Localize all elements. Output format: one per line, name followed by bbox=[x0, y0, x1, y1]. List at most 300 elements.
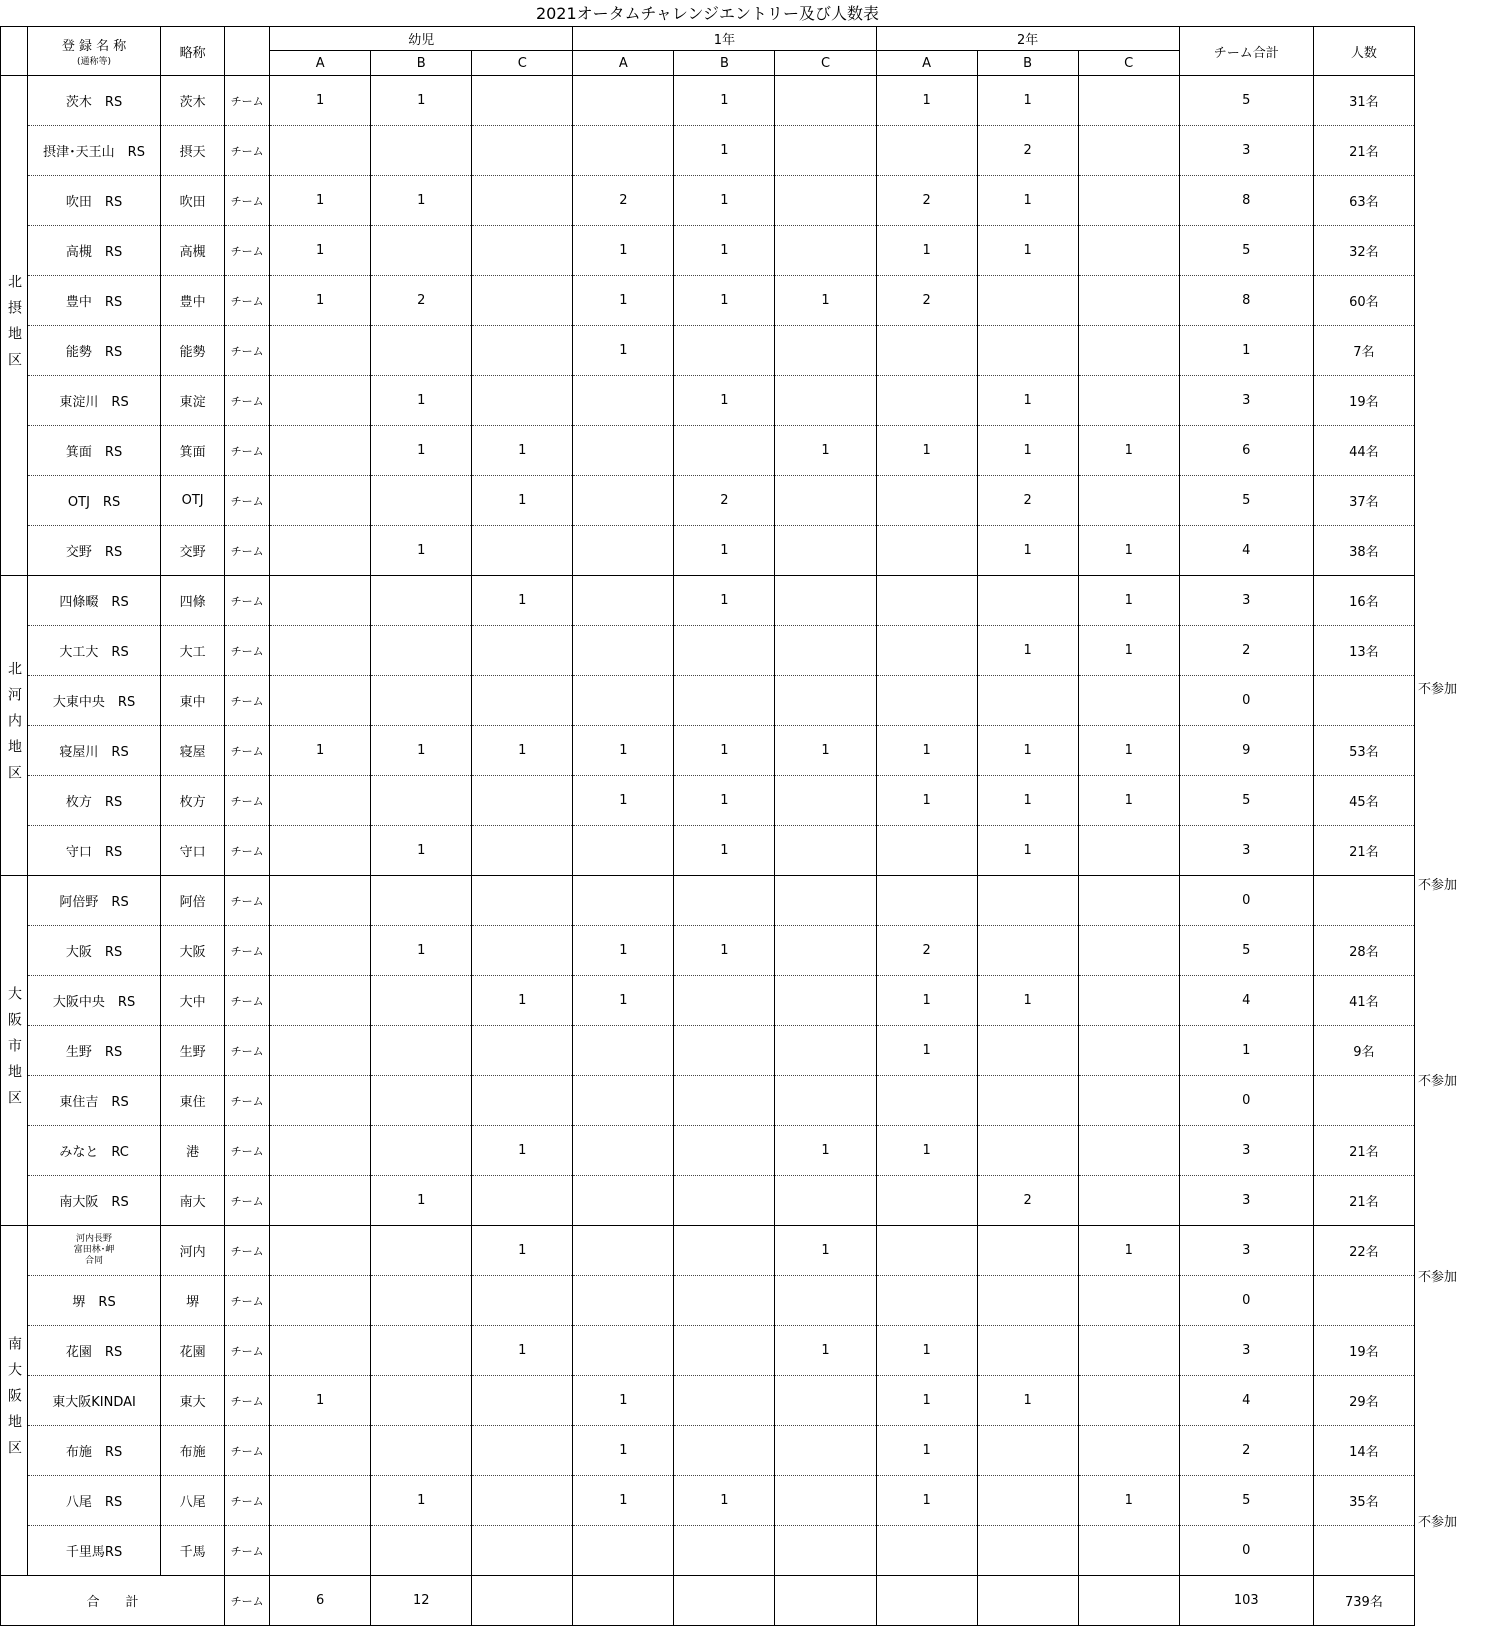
team-count-cell bbox=[876, 1526, 977, 1576]
team-count-cell bbox=[371, 326, 472, 376]
team-count-cell bbox=[472, 526, 573, 576]
team-count-cell bbox=[674, 626, 775, 676]
club-name: 布施 RS bbox=[28, 1426, 161, 1476]
club-abbr: 東淀 bbox=[161, 376, 225, 426]
team-total-cell: 3 bbox=[1179, 1226, 1313, 1276]
team-total-cell: 4 bbox=[1179, 1376, 1313, 1426]
unit-label: チーム bbox=[225, 126, 270, 176]
team-count-cell bbox=[977, 1526, 1078, 1576]
people-cell: 21名 bbox=[1313, 1126, 1414, 1176]
team-count-cell: 1 bbox=[674, 226, 775, 276]
people-cell: 53名 bbox=[1313, 726, 1414, 776]
team-count-cell: 1 bbox=[1078, 626, 1179, 676]
team-count-cell bbox=[674, 326, 775, 376]
team-count-cell bbox=[472, 276, 573, 326]
unit-label: チーム bbox=[225, 626, 270, 676]
people-cell bbox=[1313, 676, 1414, 726]
team-count-cell bbox=[270, 926, 371, 976]
table-row bbox=[1, 1526, 1415, 1576]
club-name: 東住吉 RS bbox=[28, 1076, 161, 1126]
team-count-cell bbox=[775, 926, 876, 976]
club-abbr: 八尾 bbox=[161, 1476, 225, 1526]
table-row bbox=[1, 326, 1415, 376]
team-count-cell bbox=[775, 976, 876, 1026]
team-count-cell bbox=[674, 1076, 775, 1126]
club-abbr: 堺 bbox=[161, 1276, 225, 1326]
club-name: 能勢 RS bbox=[28, 326, 161, 376]
name-header-sub: (通称等) bbox=[77, 57, 112, 67]
team-total-cell: 6 bbox=[1179, 426, 1313, 476]
team-count-cell: 1 bbox=[674, 126, 775, 176]
team-count-cell: 1 bbox=[775, 1326, 876, 1376]
club-name: 大東中央 RS bbox=[28, 676, 161, 726]
team-total-cell: 5 bbox=[1179, 776, 1313, 826]
people-cell: 60名 bbox=[1313, 276, 1414, 326]
sub-header: C bbox=[472, 51, 573, 76]
team-count-cell bbox=[977, 1276, 1078, 1326]
team-count-cell bbox=[472, 1076, 573, 1126]
team-count-cell: 1 bbox=[371, 1176, 472, 1226]
club-abbr: 茨木 bbox=[161, 76, 225, 126]
people-cell: 9名 bbox=[1313, 1026, 1414, 1076]
table-row bbox=[1, 1376, 1415, 1426]
club-name: 東大阪KINDAI bbox=[28, 1376, 161, 1426]
absent-note: 不参加 bbox=[1418, 1270, 1458, 1285]
team-count-cell bbox=[270, 126, 371, 176]
table-row bbox=[1, 576, 1415, 626]
people-cell bbox=[1313, 1076, 1414, 1126]
team-count-cell bbox=[1078, 1126, 1179, 1176]
team-total-cell: 1 bbox=[1179, 326, 1313, 376]
team-count-cell bbox=[371, 126, 472, 176]
team-total-header: チーム合計 bbox=[1179, 27, 1313, 76]
club-abbr: 豊中 bbox=[161, 276, 225, 326]
team-count-cell bbox=[371, 1276, 472, 1326]
team-count-cell bbox=[270, 526, 371, 576]
team-count-cell bbox=[876, 626, 977, 676]
people-cell: 14名 bbox=[1313, 1426, 1414, 1476]
team-count-cell bbox=[270, 376, 371, 426]
team-count-cell bbox=[371, 626, 472, 676]
team-count-cell: 1 bbox=[270, 76, 371, 126]
team-count-cell bbox=[573, 1226, 674, 1276]
team-count-cell bbox=[472, 1526, 573, 1576]
team-count-cell bbox=[270, 1076, 371, 1126]
team-count-cell bbox=[876, 1226, 977, 1276]
team-total-cell: 0 bbox=[1179, 1076, 1313, 1126]
team-count-cell bbox=[1078, 226, 1179, 276]
team-count-cell bbox=[573, 526, 674, 576]
team-count-cell bbox=[270, 426, 371, 476]
team-count-cell: 1 bbox=[876, 1026, 977, 1076]
totals-cell: 6 bbox=[270, 1576, 371, 1626]
club-name: 河内長野 富田林･岬 合同 bbox=[28, 1226, 161, 1276]
table-row bbox=[1, 476, 1415, 526]
team-count-cell bbox=[270, 1226, 371, 1276]
team-count-cell bbox=[270, 776, 371, 826]
team-count-cell: 1 bbox=[775, 1226, 876, 1276]
team-total-cell: 5 bbox=[1179, 476, 1313, 526]
team-count-cell: 1 bbox=[1078, 776, 1179, 826]
team-count-cell bbox=[1078, 1326, 1179, 1376]
sub-header: B bbox=[674, 51, 775, 76]
team-count-cell bbox=[472, 376, 573, 426]
unit-label: チーム bbox=[225, 1476, 270, 1526]
abbr-header: 略称 bbox=[161, 27, 225, 76]
team-count-cell: 1 bbox=[775, 426, 876, 476]
team-count-cell bbox=[371, 1026, 472, 1076]
team-count-cell bbox=[674, 876, 775, 926]
team-count-cell: 1 bbox=[674, 776, 775, 826]
people-cell: 28名 bbox=[1313, 926, 1414, 976]
club-name: 枚方 RS bbox=[28, 776, 161, 826]
unit-label: チーム bbox=[225, 1326, 270, 1376]
people-cell bbox=[1313, 876, 1414, 926]
unit-label: チーム bbox=[225, 1226, 270, 1276]
club-name: 茨木 RS bbox=[28, 76, 161, 126]
people-cell: 44名 bbox=[1313, 426, 1414, 476]
team-count-cell bbox=[977, 1226, 1078, 1276]
team-count-cell: 1 bbox=[1078, 576, 1179, 626]
team-count-cell bbox=[775, 126, 876, 176]
totals-cell bbox=[573, 1576, 674, 1626]
unit-label: チーム bbox=[225, 726, 270, 776]
team-count-cell: 1 bbox=[977, 526, 1078, 576]
totals-cell bbox=[472, 1576, 573, 1626]
team-count-cell bbox=[674, 976, 775, 1026]
totals-cell bbox=[1078, 1576, 1179, 1626]
team-count-cell: 1 bbox=[876, 426, 977, 476]
team-count-cell: 1 bbox=[876, 776, 977, 826]
club-abbr: 港 bbox=[161, 1126, 225, 1176]
team-count-cell: 1 bbox=[371, 76, 472, 126]
team-count-cell bbox=[775, 1526, 876, 1576]
team-count-cell: 1 bbox=[1078, 1476, 1179, 1526]
team-count-cell bbox=[371, 1526, 472, 1576]
table-row bbox=[1, 276, 1415, 326]
team-total-cell: 0 bbox=[1179, 676, 1313, 726]
team-count-cell: 1 bbox=[674, 576, 775, 626]
team-count-cell bbox=[775, 376, 876, 426]
club-abbr: OTJ bbox=[161, 476, 225, 526]
team-count-cell bbox=[472, 226, 573, 276]
team-count-cell bbox=[472, 826, 573, 876]
people-cell: 41名 bbox=[1313, 976, 1414, 1026]
table-row bbox=[1, 976, 1415, 1026]
unit-label: チーム bbox=[225, 676, 270, 726]
team-total-cell: 3 bbox=[1179, 126, 1313, 176]
team-count-cell bbox=[270, 576, 371, 626]
team-count-cell: 1 bbox=[674, 526, 775, 576]
team-count-cell bbox=[977, 1026, 1078, 1076]
unit-label: チーム bbox=[225, 76, 270, 126]
team-count-cell bbox=[674, 1176, 775, 1226]
sub-header: B bbox=[371, 51, 472, 76]
team-count-cell bbox=[270, 1126, 371, 1176]
team-count-cell bbox=[1078, 926, 1179, 976]
people-cell: 21名 bbox=[1313, 1176, 1414, 1226]
team-count-cell: 1 bbox=[573, 1376, 674, 1426]
table-row bbox=[1, 826, 1415, 876]
team-count-cell bbox=[775, 1176, 876, 1226]
team-count-cell: 1 bbox=[674, 926, 775, 976]
team-count-cell bbox=[371, 1426, 472, 1476]
table-row bbox=[1, 1126, 1415, 1176]
absent-note: 不参加 bbox=[1418, 1515, 1458, 1530]
team-count-cell bbox=[573, 476, 674, 526]
team-total-cell: 5 bbox=[1179, 1476, 1313, 1526]
team-count-cell bbox=[876, 576, 977, 626]
group-header-grade1: 1年 bbox=[573, 27, 876, 51]
table-row bbox=[1, 1076, 1415, 1126]
team-count-cell bbox=[1078, 326, 1179, 376]
team-count-cell: 1 bbox=[876, 976, 977, 1026]
team-total-cell: 3 bbox=[1179, 1126, 1313, 1176]
team-count-cell bbox=[775, 526, 876, 576]
club-name: 八尾 RS bbox=[28, 1476, 161, 1526]
unit-label: チーム bbox=[225, 376, 270, 426]
team-count-cell bbox=[674, 1276, 775, 1326]
team-count-cell: 1 bbox=[977, 626, 1078, 676]
team-count-cell bbox=[977, 926, 1078, 976]
team-count-cell bbox=[876, 1276, 977, 1326]
club-name: 箕面 RS bbox=[28, 426, 161, 476]
team-count-cell bbox=[775, 226, 876, 276]
team-count-cell: 1 bbox=[573, 976, 674, 1026]
team-count-cell: 1 bbox=[977, 426, 1078, 476]
team-count-cell bbox=[876, 1176, 977, 1226]
team-count-cell bbox=[775, 1426, 876, 1476]
team-count-cell: 1 bbox=[472, 1226, 573, 1276]
table-row bbox=[1, 226, 1415, 276]
table-row bbox=[1, 1176, 1415, 1226]
team-count-cell bbox=[472, 776, 573, 826]
team-count-cell: 2 bbox=[977, 126, 1078, 176]
team-count-cell bbox=[977, 576, 1078, 626]
people-cell bbox=[1313, 1526, 1414, 1576]
team-count-cell bbox=[371, 1226, 472, 1276]
team-count-cell bbox=[977, 1126, 1078, 1176]
unit-label: チーム bbox=[225, 976, 270, 1026]
team-count-cell bbox=[270, 1476, 371, 1526]
unit-label: チーム bbox=[225, 1426, 270, 1476]
club-name: 大工大 RS bbox=[28, 626, 161, 676]
team-count-cell bbox=[573, 1276, 674, 1326]
table-row bbox=[1, 876, 1415, 926]
people-cell: 21名 bbox=[1313, 126, 1414, 176]
team-count-cell: 1 bbox=[371, 1476, 472, 1526]
team-total-cell: 5 bbox=[1179, 226, 1313, 276]
team-total-cell: 5 bbox=[1179, 926, 1313, 976]
team-count-cell bbox=[573, 1326, 674, 1376]
region-label: 南大阪地区 bbox=[1, 1226, 28, 1576]
team-count-cell: 1 bbox=[876, 1426, 977, 1476]
team-count-cell: 1 bbox=[674, 176, 775, 226]
unit-label: チーム bbox=[225, 176, 270, 226]
team-count-cell bbox=[876, 476, 977, 526]
team-count-cell bbox=[775, 176, 876, 226]
sub-header: C bbox=[1078, 51, 1179, 76]
people-cell: 45名 bbox=[1313, 776, 1414, 826]
team-count-cell: 1 bbox=[977, 226, 1078, 276]
team-count-cell bbox=[1078, 1426, 1179, 1476]
team-count-cell bbox=[573, 1026, 674, 1076]
team-count-cell bbox=[371, 876, 472, 926]
team-count-cell: 1 bbox=[1078, 726, 1179, 776]
table-row bbox=[1, 1226, 1415, 1276]
club-abbr: 寝屋 bbox=[161, 726, 225, 776]
team-count-cell: 1 bbox=[371, 426, 472, 476]
team-count-cell bbox=[270, 476, 371, 526]
team-total-cell: 1 bbox=[1179, 1026, 1313, 1076]
team-count-cell: 1 bbox=[270, 176, 371, 226]
team-count-cell bbox=[270, 326, 371, 376]
team-count-cell: 1 bbox=[573, 1476, 674, 1526]
people-cell: 35名 bbox=[1313, 1476, 1414, 1526]
team-count-cell bbox=[472, 1376, 573, 1426]
team-count-cell bbox=[876, 126, 977, 176]
team-count-cell: 1 bbox=[371, 726, 472, 776]
unit-label: チーム bbox=[225, 326, 270, 376]
team-count-cell bbox=[977, 1426, 1078, 1476]
team-total-cell: 3 bbox=[1179, 576, 1313, 626]
team-total-cell: 2 bbox=[1179, 1426, 1313, 1476]
club-abbr: 箕面 bbox=[161, 426, 225, 476]
team-count-cell bbox=[270, 976, 371, 1026]
unit-label: チーム bbox=[225, 926, 270, 976]
team-total-cell: 2 bbox=[1179, 626, 1313, 676]
team-count-cell bbox=[573, 876, 674, 926]
team-count-cell bbox=[876, 826, 977, 876]
team-count-cell: 1 bbox=[674, 1476, 775, 1526]
team-total-cell: 0 bbox=[1179, 1526, 1313, 1576]
club-abbr: 生野 bbox=[161, 1026, 225, 1076]
table-row bbox=[1, 1326, 1415, 1376]
unit-label: チーム bbox=[225, 1026, 270, 1076]
club-abbr: 南大 bbox=[161, 1176, 225, 1226]
absent-note: 不参加 bbox=[1418, 878, 1458, 893]
people-cell: 31名 bbox=[1313, 76, 1414, 126]
team-count-cell bbox=[775, 1376, 876, 1426]
unit-label: チーム bbox=[225, 776, 270, 826]
table-row bbox=[1, 176, 1415, 226]
table-row bbox=[1, 126, 1415, 176]
team-count-cell bbox=[1078, 176, 1179, 226]
table-row bbox=[1, 1276, 1415, 1326]
people-cell: 13名 bbox=[1313, 626, 1414, 676]
team-count-cell: 1 bbox=[371, 826, 472, 876]
team-count-cell: 2 bbox=[573, 176, 674, 226]
team-count-cell bbox=[1078, 1276, 1179, 1326]
team-count-cell bbox=[977, 1476, 1078, 1526]
club-abbr: 大阪 bbox=[161, 926, 225, 976]
team-total-cell: 8 bbox=[1179, 176, 1313, 226]
team-count-cell bbox=[775, 826, 876, 876]
team-count-cell: 1 bbox=[977, 776, 1078, 826]
club-abbr: 花園 bbox=[161, 1326, 225, 1376]
people-cell: 37名 bbox=[1313, 476, 1414, 526]
team-count-cell: 1 bbox=[371, 926, 472, 976]
team-count-cell bbox=[674, 1026, 775, 1076]
people-cell: 32名 bbox=[1313, 226, 1414, 276]
team-count-cell bbox=[977, 276, 1078, 326]
team-count-cell bbox=[472, 126, 573, 176]
group-header-kindergarten: 幼児 bbox=[270, 27, 573, 51]
team-count-cell bbox=[472, 1176, 573, 1226]
team-count-cell: 1 bbox=[775, 726, 876, 776]
sub-header: A bbox=[270, 51, 371, 76]
club-name: 東淀川 RS bbox=[28, 376, 161, 426]
team-count-cell bbox=[371, 676, 472, 726]
team-total-cell: 3 bbox=[1179, 1326, 1313, 1376]
team-count-cell bbox=[573, 626, 674, 676]
team-count-cell: 1 bbox=[876, 726, 977, 776]
team-count-cell bbox=[1078, 976, 1179, 1026]
team-count-cell bbox=[1078, 1376, 1179, 1426]
club-abbr: 枚方 bbox=[161, 776, 225, 826]
unit-label: チーム bbox=[225, 1126, 270, 1176]
totals-cell bbox=[674, 1576, 775, 1626]
unit-label: チーム bbox=[225, 426, 270, 476]
table-row bbox=[1, 76, 1415, 126]
totals-cell bbox=[977, 1576, 1078, 1626]
team-count-cell bbox=[1078, 1076, 1179, 1126]
team-count-cell bbox=[270, 1276, 371, 1326]
team-count-cell: 2 bbox=[977, 476, 1078, 526]
club-name: 大阪 RS bbox=[28, 926, 161, 976]
team-count-cell bbox=[674, 1526, 775, 1576]
unit-header bbox=[225, 27, 270, 76]
people-cell: 19名 bbox=[1313, 376, 1414, 426]
team-count-cell bbox=[573, 576, 674, 626]
team-count-cell bbox=[1078, 476, 1179, 526]
unit-label: チーム bbox=[225, 476, 270, 526]
team-count-cell bbox=[1078, 676, 1179, 726]
team-count-cell: 1 bbox=[573, 776, 674, 826]
team-count-cell bbox=[472, 1276, 573, 1326]
team-count-cell bbox=[1078, 1026, 1179, 1076]
team-count-cell bbox=[1078, 126, 1179, 176]
team-count-cell: 1 bbox=[472, 726, 573, 776]
totals-cell bbox=[876, 1576, 977, 1626]
team-count-cell: 1 bbox=[876, 1326, 977, 1376]
team-count-cell: 1 bbox=[472, 476, 573, 526]
team-count-cell bbox=[775, 576, 876, 626]
team-count-cell bbox=[977, 1326, 1078, 1376]
people-cell: 22名 bbox=[1313, 1226, 1414, 1276]
team-count-cell: 1 bbox=[977, 976, 1078, 1026]
team-count-cell bbox=[371, 476, 472, 526]
team-count-cell bbox=[1078, 876, 1179, 926]
region-label: 北河内地区 bbox=[1, 576, 28, 876]
people-cell: 21名 bbox=[1313, 826, 1414, 876]
team-count-cell: 1 bbox=[573, 726, 674, 776]
totals-unit: チーム bbox=[225, 1576, 270, 1626]
unit-label: チーム bbox=[225, 1526, 270, 1576]
club-abbr: 東住 bbox=[161, 1076, 225, 1126]
unit-label: チーム bbox=[225, 276, 270, 326]
team-count-cell bbox=[1078, 1176, 1179, 1226]
club-abbr: 四條 bbox=[161, 576, 225, 626]
club-abbr: 東大 bbox=[161, 1376, 225, 1426]
region-label: 北摂地区 bbox=[1, 76, 28, 576]
team-count-cell bbox=[1078, 1526, 1179, 1576]
team-count-cell bbox=[472, 876, 573, 926]
team-total-cell: 4 bbox=[1179, 976, 1313, 1026]
club-name: 豊中 RS bbox=[28, 276, 161, 326]
team-total-cell: 5 bbox=[1179, 76, 1313, 126]
team-count-cell: 1 bbox=[876, 1476, 977, 1526]
